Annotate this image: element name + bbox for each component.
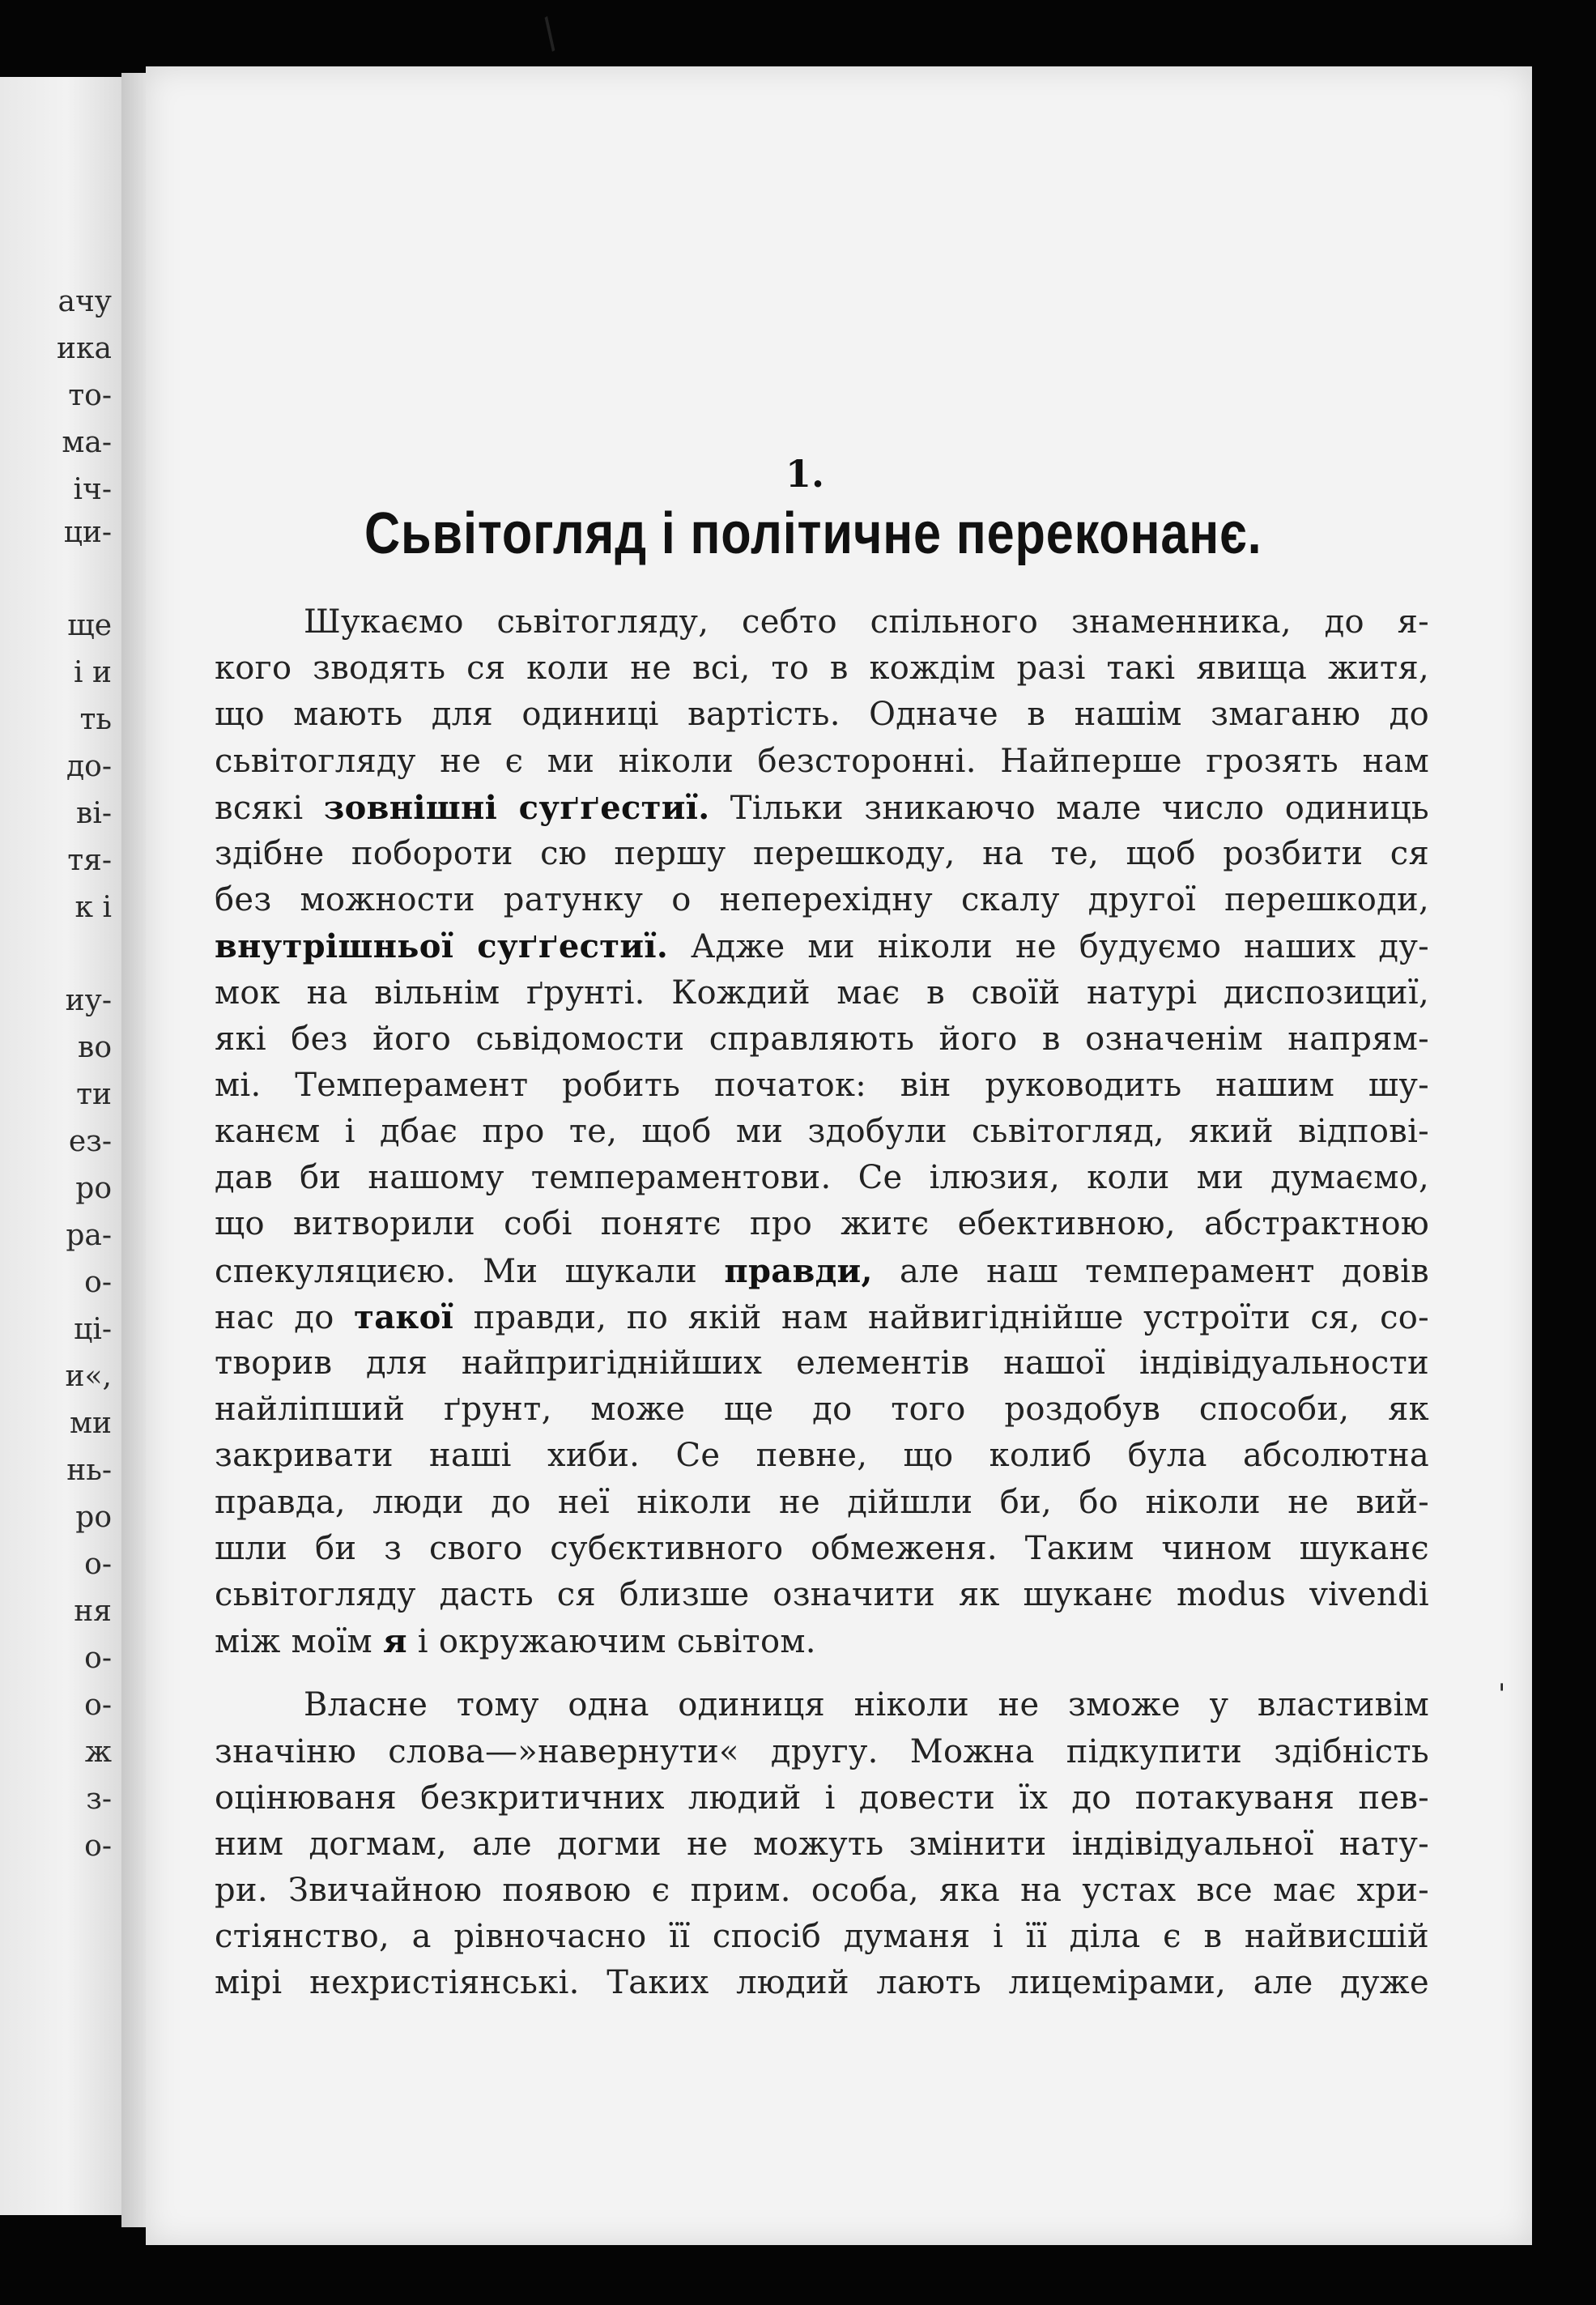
scan-mark: ' <box>1498 1678 1506 1711</box>
text-line <box>215 1775 1429 1821</box>
left-page-fragment: ез- <box>68 1125 112 1158</box>
left-page-fragment: і и <box>74 656 112 689</box>
left-page-fragment: ма- <box>62 426 112 459</box>
left-page-fragment: о- <box>84 1830 112 1863</box>
left-page-fragment: ще <box>67 609 112 642</box>
text-run: Шукаємо сьвітогляду, себто спільного знаменника, до я- <box>304 603 1429 641</box>
left-page-fragment: ци- <box>63 516 112 549</box>
text-line <box>215 1201 1429 1247</box>
text-run: сьвітогляду не є ми ніколи безсторонні. Найперше грозять нам <box>215 742 1429 780</box>
left-page-fragment: ра- <box>66 1219 112 1252</box>
emphasized-text: я <box>382 1622 407 1661</box>
text-line <box>215 1618 1429 1664</box>
text-line <box>215 1868 1429 1914</box>
text-line <box>215 692 1429 738</box>
left-page-fragment: тя- <box>67 844 112 877</box>
left-page-fragment: о- <box>84 1548 112 1581</box>
text-run: і окружаючим сьвітом. <box>406 1623 816 1661</box>
text-run: Власне тому одна одиниця ніколи не зможе у властивім <box>304 1686 1429 1724</box>
emphasized-text: такої <box>354 1297 454 1336</box>
text-run: творив для найпригіднійших елементів нашої індівідуальности <box>215 1344 1429 1382</box>
text-run: ри. Звичайною появою є прим. особа, яка на устах все має хри- <box>215 1872 1429 1910</box>
text-line <box>215 1109 1429 1155</box>
left-page-fragment: ня <box>74 1595 112 1628</box>
text-run: правди, по якій нам найвигіднійше устроїти ся, со- <box>453 1298 1429 1336</box>
left-page-fragment: иу- <box>65 984 112 1017</box>
section-title: Сьвітогляд і політичне переконанє. <box>364 501 1262 566</box>
left-page-fragment: и«, <box>65 1360 112 1393</box>
text-run: спекуляциєю. Ми шукали <box>215 1252 725 1290</box>
text-line <box>215 1572 1429 1618</box>
text-run: канєм і дбає про те, щоб ми здобули сьвітогляд, який відпові- <box>215 1113 1429 1151</box>
text-line <box>215 877 1429 923</box>
text-line <box>215 1248 1429 1294</box>
left-page-fragment: ми <box>70 1407 112 1440</box>
text-line <box>215 1960 1429 2006</box>
previous-page-edge <box>0 77 121 2215</box>
scan-mark: / <box>531 9 568 58</box>
left-page-fragment: ці- <box>74 1313 112 1346</box>
text-line <box>215 1340 1429 1387</box>
text-run: без можности ратунку о неперехідну скалу другої перешкоди, <box>215 881 1429 919</box>
text-line <box>215 1821 1429 1868</box>
left-page-fragment: ві- <box>76 797 112 830</box>
left-page-fragment: то- <box>68 379 112 412</box>
left-page-fragment: іч- <box>73 473 112 506</box>
text-run: сьвітогляду дасть ся близше означити як шуканє modus vivendi <box>215 1575 1429 1613</box>
text-run: що витворили собі понятє про житє ебективною, абстрактною <box>215 1205 1429 1243</box>
left-page-fragment: о- <box>84 1642 112 1675</box>
text-run: ним догмам, але догми не можуть змінити індівідуальної нату- <box>215 1825 1429 1863</box>
section-number: 1. <box>785 452 825 496</box>
text-run: кого зводять ся коли не всі, то в кождім разі такі явища житя, <box>215 650 1429 688</box>
text-line <box>215 1433 1429 1479</box>
text-run: стіянство, а рівночасно її спосіб думаня і її діла є в найвисшій <box>215 1918 1429 1956</box>
text-line <box>215 599 1429 645</box>
text-run: найліпший ґрунт, може ще до того роздобув способи, як <box>215 1391 1429 1429</box>
left-page-fragment: ро <box>75 1172 112 1205</box>
text-line <box>215 1016 1429 1063</box>
left-page-fragment: нь- <box>66 1454 112 1487</box>
left-page-fragment: до- <box>66 750 112 783</box>
left-page-fragment: ро <box>75 1501 112 1534</box>
left-page-fragment: о- <box>84 1266 112 1299</box>
text-line <box>215 1914 1429 1960</box>
text-line <box>215 1155 1429 1201</box>
text-run: дав би нашому темпераментови. Се ілюзия, коли ми думаємо, <box>215 1159 1429 1197</box>
text-run: нас до <box>215 1298 355 1336</box>
left-page-fragment: з- <box>86 1783 112 1816</box>
text-run: закривати наші хиби. Се певне, що колиб була абсолютна <box>215 1437 1429 1475</box>
text-line <box>215 831 1429 877</box>
emphasized-text: зовнішні суґґестиї. <box>323 788 710 827</box>
text-run: між моїм <box>215 1623 383 1661</box>
text-run: Тільки зникаючо мале число одиниць <box>709 789 1429 827</box>
text-run: шли би з свого субєктивного обмеженя. Таким чином шуканє <box>215 1529 1429 1567</box>
left-page-fragment: ть <box>79 703 112 736</box>
text-run: мок на вільнім ґрунті. Кождий має в своїй натурі диспозициї, <box>215 974 1429 1012</box>
text-line <box>215 645 1429 692</box>
text-line <box>215 1682 1429 1728</box>
text-run: але наш темперамент довів <box>872 1252 1429 1290</box>
text-line <box>215 739 1429 785</box>
left-page-fragment: ика <box>57 332 112 365</box>
left-page-fragment: о- <box>84 1689 112 1722</box>
text-line <box>215 1526 1429 1572</box>
text-run: Адже ми ніколи не будуємо наших ду- <box>668 928 1429 966</box>
text-line <box>215 970 1429 1016</box>
text-line <box>215 1294 1429 1340</box>
text-line <box>215 785 1429 831</box>
left-page-fragment: ачу <box>57 285 112 318</box>
text-run: правда, люди до неї ніколи не дійшли би, бо ніколи не вий- <box>215 1483 1429 1521</box>
text-run: мі. Темперамент робить початок: він руководить нашим шу- <box>215 1066 1429 1104</box>
text-run: які без його сьвідомости справляють його в означенім напрям- <box>215 1020 1429 1058</box>
text-run: оцінюваня безкритичних людий і довести їх до потакуваня пев- <box>215 1779 1429 1817</box>
text-run: мірі нехристіянські. Таких людий лають лицемірами, але дуже <box>215 1964 1429 2002</box>
left-page-fragment: к і <box>74 891 112 924</box>
emphasized-text: правди, <box>724 1251 873 1290</box>
text-line <box>215 1480 1429 1526</box>
left-page-fragment: ти <box>76 1078 112 1111</box>
left-page-fragment: во <box>78 1031 112 1064</box>
text-line <box>215 1063 1429 1109</box>
body-text <box>215 599 1429 2007</box>
text-run: значіню слова—»навернути« другу. Можна підкупити здібність <box>215 1732 1429 1770</box>
text-line <box>215 923 1429 969</box>
text-line <box>215 1729 1429 1775</box>
text-run: що мають для одиниці вартість. Одначе в нашім змаганю до <box>215 696 1429 734</box>
emphasized-text: внутрішньої суґґестиї. <box>215 927 669 966</box>
text-run: здібне побороти сю першу перешкоду, на те, щоб розбити ся <box>215 834 1429 872</box>
text-line <box>215 1387 1429 1433</box>
left-page-fragment: ж <box>84 1736 112 1769</box>
text-run: всякі <box>215 789 324 827</box>
